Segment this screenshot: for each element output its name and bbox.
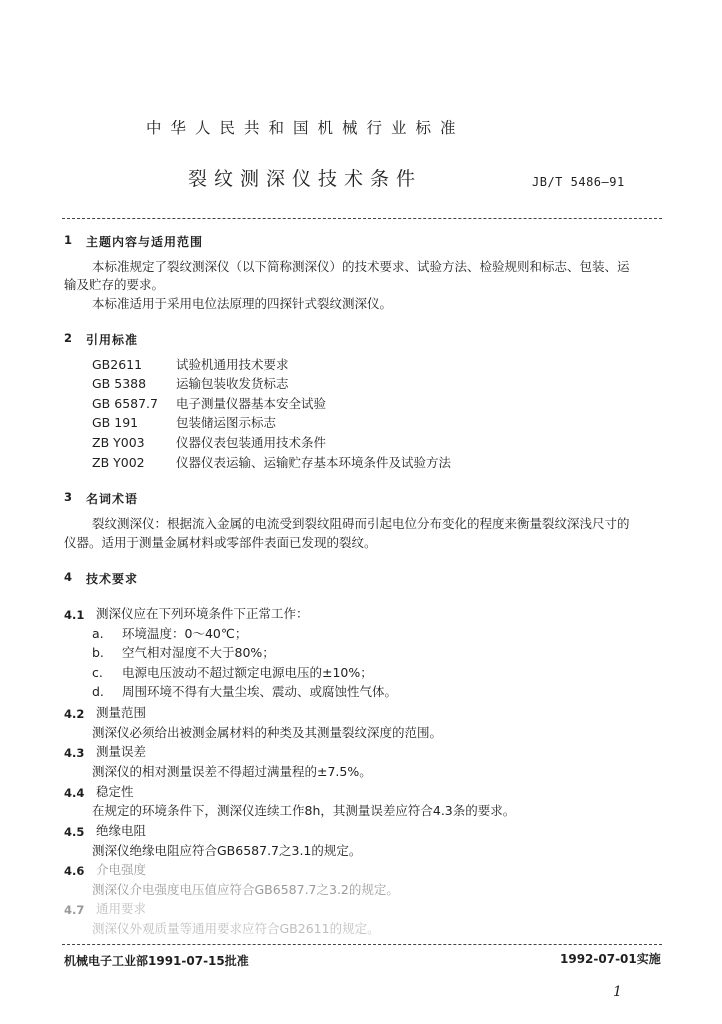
subsection-4-6-number: 4.6	[64, 864, 85, 878]
subsection-4-2-number: 4.2	[64, 707, 85, 721]
reference-code: ZB Y002	[92, 455, 145, 470]
reference-item	[92, 454, 451, 472]
doc-code: JB/T 5486—91	[532, 175, 625, 189]
reference-title: 仪器仪表运输、运输贮存基本环境条件及试验方法	[176, 455, 452, 470]
section-2-title: 引用标准	[86, 333, 139, 347]
section-3-number: 3	[64, 490, 73, 504]
subsection-4-2-title: 测量范围	[96, 705, 147, 720]
subsection-4-3-text: 测深仪的相对测量误差不得超过满量程的±7.5%。	[92, 764, 372, 779]
subsection-4-7-title: 通用要求	[96, 901, 147, 916]
section-1-para-2: 本标准适用于采用电位法原理的四探针式裂纹测深仪。	[92, 296, 393, 311]
condition-label: a.	[92, 626, 104, 641]
section-3-para-1b: 仪器。适用于测量金属材料或零部件表面已发现的裂纹。	[64, 535, 377, 550]
org-title: 中华人民共和国机械行业标准	[146, 119, 465, 137]
condition-text: 空气相对湿度不大于80%；	[122, 645, 275, 660]
reference-code: GB 191	[92, 415, 139, 430]
subsection-4-2-text: 测深仪必须给出被测金属材料的种类及其测量裂纹深度的范围。	[92, 725, 443, 740]
reference-title: 仪器仪表包装通用技术条件	[176, 435, 327, 450]
subsection-4-3-number: 4.3	[64, 746, 85, 760]
reference-title: 电子测量仪器基本安全试验	[176, 396, 327, 411]
effective-date: 1992-07-01实施	[560, 952, 661, 966]
section-3-para-1a: 裂纹测深仪：根据流入金属的电流受到裂纹阻碍而引起电位分布变化的程度来衡量裂纹深浅尺寸的	[92, 516, 630, 531]
section-2-number: 2	[64, 331, 73, 345]
approval-text: 机械电子工业部1991-07-15批准	[64, 954, 249, 968]
subsection-4-6-text: 测深仪介电强度电压值应符合GB6587.7之3.2的规定。	[92, 882, 399, 897]
section-3-title: 名词术语	[86, 492, 139, 506]
section-1-para-1b: 输及贮存的要求。	[64, 277, 165, 292]
subsection-4-4-text: 在规定的环境条件下，测深仪连续工作8h，其测量误差应符合4.3条的要求。	[92, 803, 516, 818]
condition-item	[92, 644, 275, 662]
condition-text: 电源电压波动不超过额定电源电压的±10%；	[122, 665, 373, 680]
subsection-4-5-number: 4.5	[64, 825, 85, 839]
reference-item	[92, 434, 326, 452]
reference-item	[92, 356, 289, 374]
subsection-4-6-title: 介电强度	[96, 862, 147, 877]
reference-title: 试验机通用技术要求	[176, 357, 289, 372]
reference-code: GB 6587.7	[92, 396, 158, 411]
subsection-4-3-title: 测量误差	[96, 744, 147, 759]
section-4-number: 4	[64, 570, 73, 584]
reference-title: 运输包装收发货标志	[176, 376, 289, 391]
subsection-4-7-text: 测深仪外观质量等通用要求应符合GB2611的规定。	[92, 921, 380, 936]
subsection-4-5-title: 绝缘电阻	[96, 823, 147, 838]
condition-item	[92, 683, 397, 701]
footer-rule	[62, 944, 662, 945]
condition-item	[92, 625, 247, 643]
subsection-4-1-text: 测深仪应在下列环境条件下正常工作：	[96, 606, 309, 621]
section-4-title: 技术要求	[86, 572, 139, 586]
condition-label: b.	[92, 645, 104, 660]
section-1-title: 主题内容与适用范围	[86, 235, 204, 249]
condition-text: 周围环境不得有大量尘埃、震动、或腐蚀性气体。	[122, 684, 398, 699]
subsection-4-4-title: 稳定性	[96, 784, 134, 799]
reference-title: 包装储运图示标志	[176, 415, 277, 430]
condition-text: 环境温度：0～40℃；	[122, 626, 248, 641]
subsection-4-1-number: 4.1	[64, 608, 85, 622]
condition-label: c.	[92, 665, 103, 680]
subsection-4-7-number: 4.7	[64, 903, 85, 917]
subsection-4-4-number: 4.4	[64, 786, 85, 800]
page-number: 1	[613, 984, 622, 1000]
section-1-para-1a: 本标准规定了裂纹测深仪（以下简称测深仪）的技术要求、试验方法、检验规则和标志、包装、运	[92, 259, 630, 274]
subsection-4-5-text: 测深仪绝缘电阻应符合GB6587.7之3.1的规定。	[92, 843, 362, 858]
reference-item	[92, 395, 326, 413]
reference-code: GB 5388	[92, 376, 147, 391]
condition-item	[92, 664, 373, 682]
condition-label: d.	[92, 684, 104, 699]
reference-item	[92, 414, 276, 432]
reference-item	[92, 375, 289, 393]
doc-title: 裂纹测深仪技术条件	[188, 168, 423, 190]
reference-code: ZB Y003	[92, 435, 145, 450]
header-rule	[62, 218, 662, 219]
section-1-number: 1	[64, 233, 73, 247]
reference-code: GB2611	[92, 357, 143, 372]
